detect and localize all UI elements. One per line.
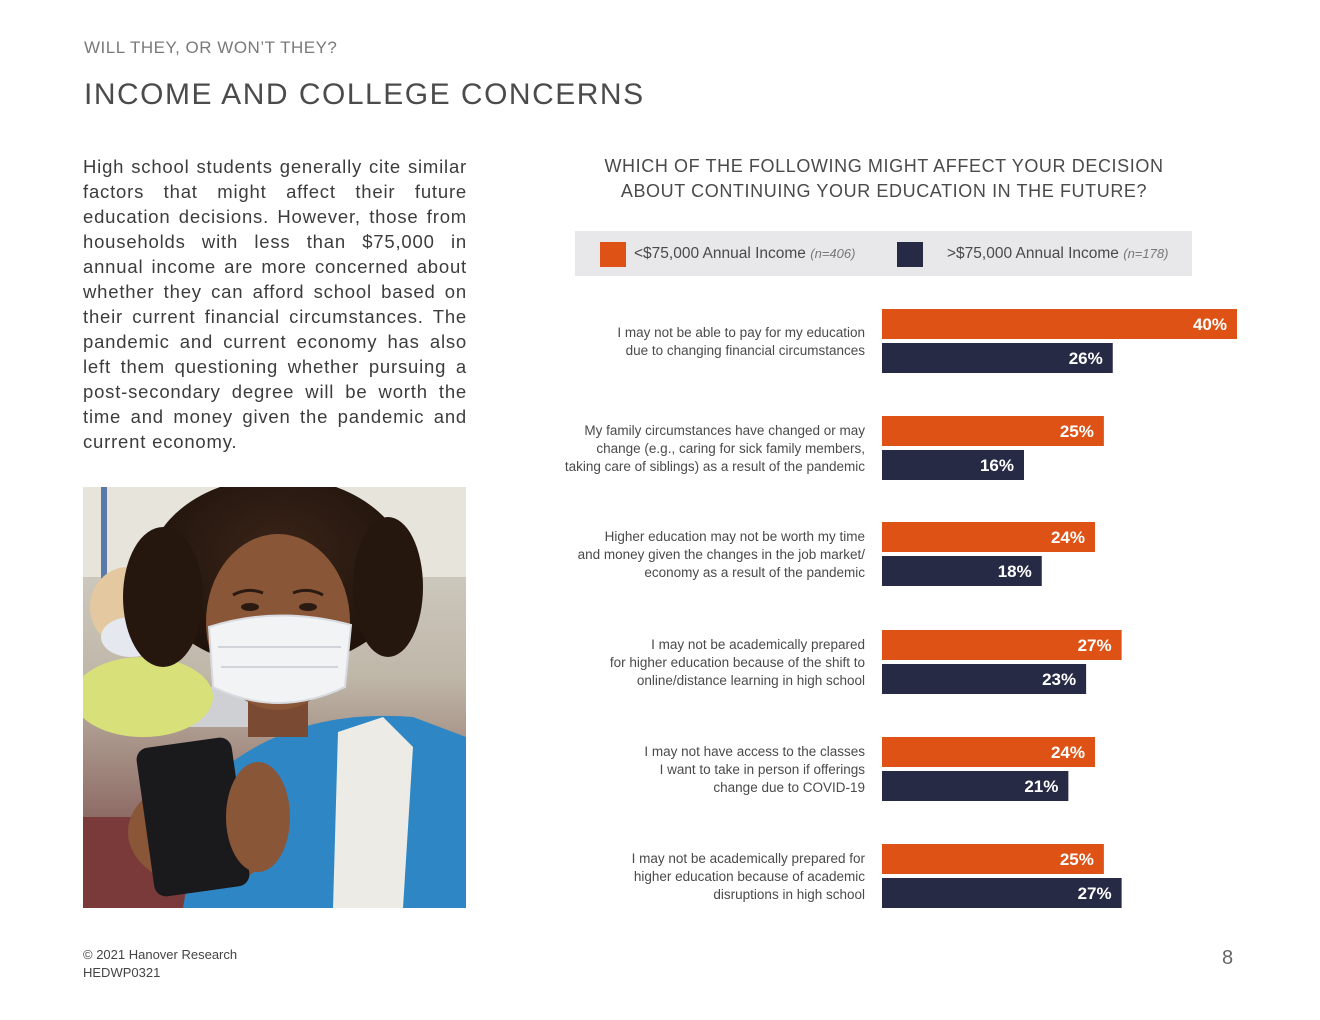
chart-title-line-1: WHICH OF THE FOLLOWING MIGHT AFFECT YOUR DECISION xyxy=(604,156,1164,176)
legend-high-income-text: >$75,000 Annual Income xyxy=(947,245,1119,262)
intro-paragraph: High school students generally cite similar factors that might affect their future education decisions. However, those from households with less than $75,000 in annual income are more concerned about whether they can afford school based on their current financial circumstances. The pandemic and current economy has also left them questioning whether pursuing a post-secondary degree will be worth the time and money given the pandemic and current economy. xyxy=(83,156,467,452)
bar-value-high-income-4: 23% xyxy=(1042,670,1077,689)
category-label-3: Higher education may not be worth my time and money given the changes in the job market/ economy as a result of the pandemic xyxy=(577,529,865,580)
category-label-2: My family circumstances have changed or may change (e.g., caring for sick family members, taking care of siblings) as a result of the pandemic xyxy=(564,423,865,474)
legend-swatch-high-income xyxy=(897,242,923,267)
category-label-1: I may not be able to pay for my education due to changing financial circumstances xyxy=(617,325,865,358)
section-kicker: WILL THEY, OR WON’T THEY? xyxy=(84,38,338,57)
bar-value-low-income-4: 27% xyxy=(1077,636,1112,655)
category-label-5: I may not have access to the classes I want to take in person if offerings change due to COVID-19 xyxy=(644,744,865,795)
student-photo xyxy=(83,487,466,908)
legend-high-income-n: (n=178) xyxy=(1123,246,1169,261)
chart-title xyxy=(560,154,1208,204)
bar-value-high-income-2: 16% xyxy=(979,456,1014,475)
footer-copyright: © 2021 Hanover Research xyxy=(83,947,238,962)
bar-low-income-1 xyxy=(882,309,1237,339)
bar-value-low-income-6: 25% xyxy=(1059,850,1094,869)
bar-value-high-income-6: 27% xyxy=(1077,884,1112,903)
chart-title-line-2: ABOUT CONTINUING YOUR EDUCATION IN THE FUTURE? xyxy=(620,181,1148,201)
bar-value-low-income-2: 25% xyxy=(1059,422,1094,441)
bar-value-high-income-3: 18% xyxy=(997,562,1032,581)
legend-label-high-income xyxy=(947,245,1168,263)
legend-swatch-low-income xyxy=(600,242,626,267)
legend-low-income-n: (n=406) xyxy=(810,246,856,261)
bar-value-low-income-1: 40% xyxy=(1192,315,1227,334)
footer xyxy=(83,946,237,982)
page-number: 8 xyxy=(1222,947,1234,969)
footer-code: HEDWP0321 xyxy=(83,965,161,980)
category-label-4: I may not be academically prepared for higher education because of the shift to online/distance learning in high school xyxy=(609,637,865,688)
chart-legend xyxy=(575,231,1192,276)
bar-value-high-income-1: 26% xyxy=(1068,349,1103,368)
bar-value-low-income-3: 24% xyxy=(1050,528,1085,547)
legend-label-low-income xyxy=(634,245,855,263)
bar-value-high-income-5: 21% xyxy=(1024,777,1059,796)
category-label-6: I may not be academically prepared for higher education because of academic disruptions in high school xyxy=(631,851,865,902)
legend-low-income-text: <$75,000 Annual Income xyxy=(634,245,806,262)
bar-value-low-income-5: 24% xyxy=(1050,743,1085,762)
bar-chart xyxy=(520,300,1260,920)
page-title: INCOME AND COLLEGE CONCERNS xyxy=(84,78,645,111)
